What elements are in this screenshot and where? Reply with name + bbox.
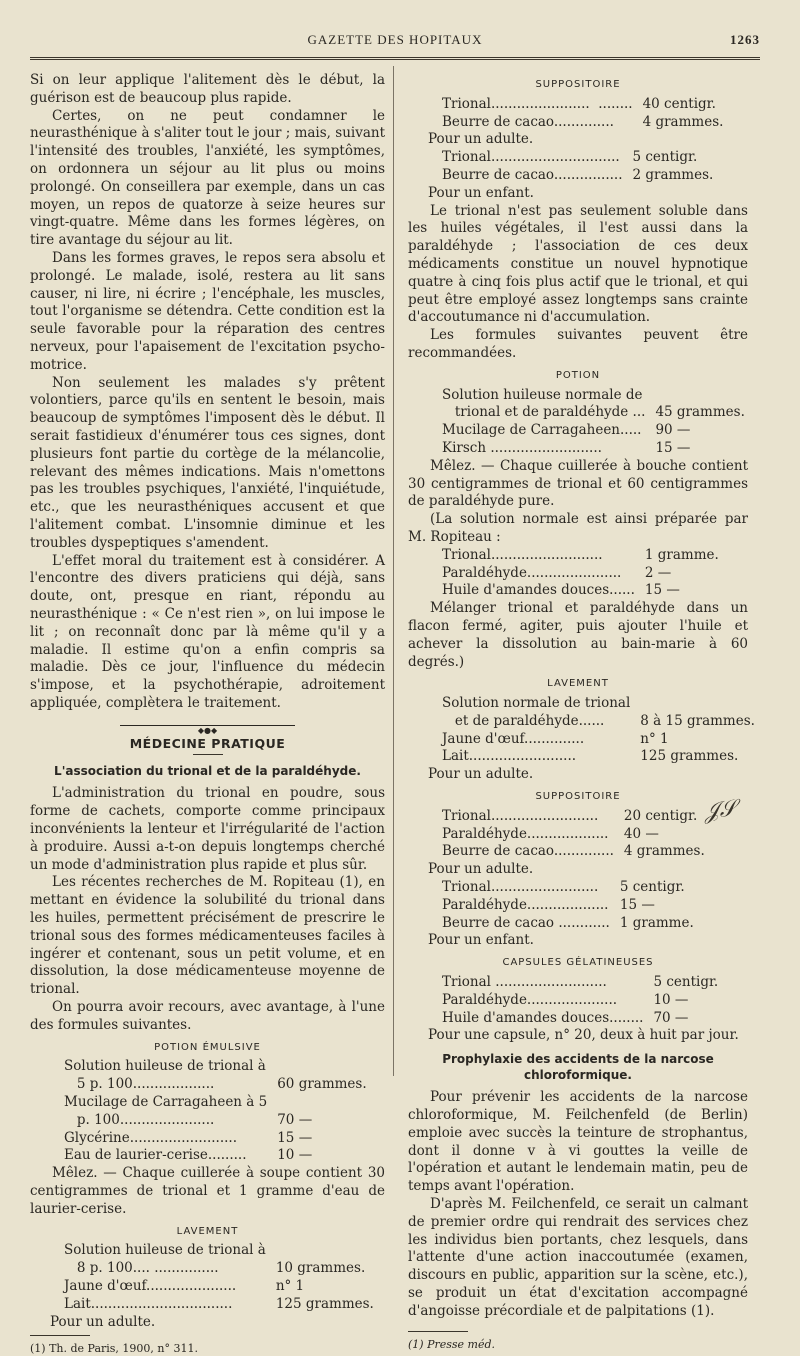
formula-dosage: Pour une capsule, n° 20, deux à huit par jour.: [428, 1027, 739, 1044]
formula-dosage: Pour un enfant.: [428, 184, 534, 201]
formula-row: Paraldéhyde................... 15 —: [442, 896, 655, 913]
formula-row: Trional.......................... 1 gramme.: [442, 546, 719, 563]
formula-table: [64, 1242, 374, 1313]
page-header: [30, 28, 760, 52]
section-title: MÉDECINE PRATIQUE: [129, 735, 286, 751]
formula-row: Solution huileuse de trional à: [64, 1242, 266, 1259]
formula-table: [442, 387, 745, 458]
formula-table: [442, 547, 719, 600]
formula-table: [442, 96, 723, 132]
formula-label: LAVEMENT: [547, 678, 609, 690]
formula-row: Trional....................... ........ 40 centigr.: [442, 95, 716, 112]
paragraph: Dans les formes graves, le repos sera absolu et prolongé. Le malade, isolé, restera au lit sans causer, ni lire, ni écrire ; l'encéphale, les muscles, tout l'organisme se détendra. Cette condition est la seule favorable pour la réparation des centres nerveux, pour l'apaisement de l'excitation psycho-motrice.: [30, 249, 385, 373]
formula-row: p. 100...................... 70 —: [64, 1111, 313, 1128]
paragraph: On pourra avoir recours, avec avantage, à l'une des formules suivantes.: [30, 999, 385, 1033]
formula-row: Beurre de cacao................ 2 grammes.: [442, 166, 714, 183]
formula-row: et de paraldéhyde...... 8 à 15 grammes.: [442, 712, 755, 729]
paragraph: (La solution normale est ainsi préparée par M. Ropiteau :: [408, 511, 748, 545]
formula-row: Trional .......................... 5 centigr.: [442, 974, 719, 991]
formula-row: trional et de paraldéhyde ... 45 grammes.: [442, 404, 745, 421]
paragraph: Le trional n'est pas seulement soluble dans les huiles végétales, il l'est aussi dans la paraldéhyde ; l'association de ces deux médicaments constitue un nouvel hypnotique quatre à cinq fois plus actif que le trional, et qui peut être employé assez longtemps sans crainte d'accoutumance ni d'accumulation.: [408, 202, 748, 326]
formula-row: Glycérine......................... 15 —: [64, 1129, 313, 1146]
header-rule: [30, 57, 760, 60]
formula-row: Beurre de cacao.............. 4 grammes.: [442, 113, 724, 130]
paragraph: Certes, on ne peut condamner le neurasthénique à s'aliter tout le jour ; mais, suivant l'intensité des troubles, l'anxiété, les symptômes, on ordonnera un séjour au lit plus ou moins prolongé. On conseillera par exemple, dans un cas moyen, un repos de quatorze à seize heures sur vingt-quatre. Même dans les formes légères, on tire avantage du séjour au lit.: [30, 107, 385, 249]
formula-label: SUPPOSITOIRE: [535, 791, 621, 803]
formula-label: SUPPOSITOIRE: [535, 79, 621, 90]
formula-table: [442, 974, 718, 1027]
formula-row: Paraldéhyde..................... 10 —: [442, 991, 689, 1008]
formula-row: Jaune d'œuf..................... n° 1: [64, 1278, 305, 1294]
formula-note: Mêlez. — Chaque cuillerée à soupe contient 30 centigrammes de trional et 1 gramme d'eau de laurier-cerise.: [30, 1165, 385, 1217]
paragraph: Pour prévenir les accidents de la narcose chloroformique, M. Feilchenfeld (de Berlin) emploie avec succès la teinture de strophantus, dont il donne v à vi gouttes la veille de l'opération et autant le lendemain matin, peu de temps avant l'opération.: [408, 1089, 748, 1195]
paragraph: Si on leur applique l'alitement dès le début, la guérison est de beaucoup plus rapide.: [30, 72, 385, 106]
paragraph: D'après M. Feilchenfeld, ce serait un calmant de premier ordre qui rendrait des services chez les individus bien portants, chez lesquels, dans l'attente d'une action inaccoutumée (examen, discours en public, apparition sur la scène, etc.), se produit un état d'excitation accompagné d'angoisse précordiale et de palpitations (1).: [408, 1196, 748, 1319]
section-ornament: ◆●◆: [30, 721, 385, 729]
formula-table: [442, 879, 694, 932]
formula-row: Mucilage de Carragaheen..... 90 —: [442, 422, 691, 439]
formula-dosage: Pour un adulte.: [428, 861, 534, 878]
handwritten-mark: 𝒥𝒮: [702, 795, 738, 826]
formula-table: [442, 695, 755, 766]
formula-row: Beurre de cacao ............ 1 gramme.: [442, 914, 694, 931]
formula-row: 8 p. 100.... ............... 10 grammes.: [64, 1260, 366, 1277]
formula-dosage: Pour un adulte.: [428, 766, 534, 783]
left-column: [30, 72, 385, 1356]
formula-row: Paraldéhyde...................... 2 —: [442, 564, 672, 581]
formula-row: 5 p. 100................... 60 grammes.: [64, 1076, 367, 1093]
article-title: Prophylaxie des accidents de la narcose chloroformique.: [442, 1052, 714, 1083]
right-column: [408, 72, 755, 1352]
formula-table: [442, 808, 705, 861]
formula-row: Eau de laurier-cerise......... 10 —: [64, 1147, 313, 1164]
formula-table: [442, 149, 713, 185]
article-title: L'association du trional et de la paraldéhyde.: [54, 764, 361, 779]
journal-title: GAZETTE DES HOPITAUX: [307, 32, 483, 47]
formula-dosage: Pour un adulte.: [50, 1313, 156, 1330]
formula-row: Lait......................... 125 grammes.: [442, 748, 739, 765]
divider: [193, 754, 223, 755]
paragraph: Non seulement les malades s'y prêtent volontiers, parce qu'ils en sentent le besoin, mais beaucoup de symptômes l'imposent dès le début. Il serait fastidieux d'énumérer tous ces signes, dont plusieurs font partie du cortège de la mélancolie, relevant des mêmes indications. Mais n'omettons pas les troubles psychiques, l'anxiété, l'inquiétude, etc., que les neurasthéniques accusent et que l'alitement combat. L'insomnie diminue et les troubles dyspeptiques s'amendent.: [30, 374, 385, 551]
footnote-rule: [30, 1335, 90, 1336]
formula-row: Solution huileuse de trional à: [64, 1058, 266, 1075]
footnote: (1) Th. de Paris, 1900, n° 311.: [30, 1342, 198, 1356]
formula-row: Solution normale de trional: [442, 695, 631, 712]
page-number: 1263: [730, 32, 760, 47]
formula-row: Trional......................... 20 centigr.: [442, 807, 698, 824]
paragraph: L'administration du trional en poudre, sous forme de cachets, comporte comme principaux inconvénients la lenteur et l'irrégularité de l'action à produire. Aussi a-t-on depuis longtemps cherché un mode d'administration plus rapide et plus sûr.: [30, 785, 385, 873]
column-divider: [393, 66, 394, 1076]
formula-row: Beurre de cacao.............. 4 grammes.: [442, 843, 705, 860]
formula-label: CAPSULES GÉLATINEUSES: [502, 957, 654, 969]
formula-table: [64, 1058, 367, 1165]
formula-row: Huile d'amandes douces........ 70 —: [442, 1009, 689, 1026]
formula-dosage: Pour un enfant.: [428, 932, 534, 949]
formula-note: Mêlez. — Chaque cuillerée à bouche contient 30 centigrammes de trional et 60 centigrammes de paraldéhyde pure.: [408, 457, 748, 510]
formula-row: Mucilage de Carragaheen à 5: [64, 1094, 268, 1111]
formula-row: Huile d'amandes douces...... 15 —: [442, 582, 680, 599]
formula-label: POTION ÉMULSIVE: [154, 1041, 261, 1053]
formula-row: Paraldéhyde................... 40 —: [442, 825, 659, 842]
footnote: (1) Presse méd.: [408, 1337, 496, 1351]
formula-row: Kirsch .......................... 15 —: [442, 439, 691, 456]
formula-row: Lait................................. 125 grammes.: [64, 1295, 374, 1312]
formula-row: Solution huileuse normale de: [442, 386, 643, 403]
paragraph: Les récentes recherches de M. Ropiteau (1), en mettant en évidence la solubilité du trional dans les huiles, permettent précisément de prescrire le trional sous des formes médicamenteuses faciles à ingérer et contenant, sous un petit volume, et en dissolution, la dose médicamenteuse moyenne de trional.: [30, 874, 385, 998]
footnote-rule: [408, 1331, 468, 1332]
formula-label: LAVEMENT: [176, 1225, 239, 1237]
formula-row: Trional.............................. 5 centigr.: [442, 149, 698, 166]
formula-row: Jaune d'œuf.............. n° 1: [442, 730, 669, 747]
paragraph: L'effet moral du traitement est à considérer. A l'encontre des divers praticiens qui déjà, sans doute, ont, presque en riant, répondu au neurasthénique : « Ce n'est rien », on lui impose le lit ; on reconnaît donc par là même qu'il y a maladie. Il estime qu'on a enfin compris sa maladie. Dès ce jour, l'influence du médecin s'impose, et la psychothérapie, adroitement appliquée, complètera le traitement.: [30, 552, 385, 711]
formula-row: Trional......................... 5 centigr.: [442, 879, 685, 896]
paragraph: Mélanger trional et paraldéhyde dans un flacon fermé, agiter, puis ajouter l'huile et achever la dissolution au bain-marie à 60 degrés.): [408, 600, 748, 670]
formula-dosage: Pour un adulte.: [428, 131, 534, 148]
paragraph: Les formules suivantes peuvent être recommandées.: [408, 327, 748, 361]
formula-label: POTION: [555, 369, 601, 381]
